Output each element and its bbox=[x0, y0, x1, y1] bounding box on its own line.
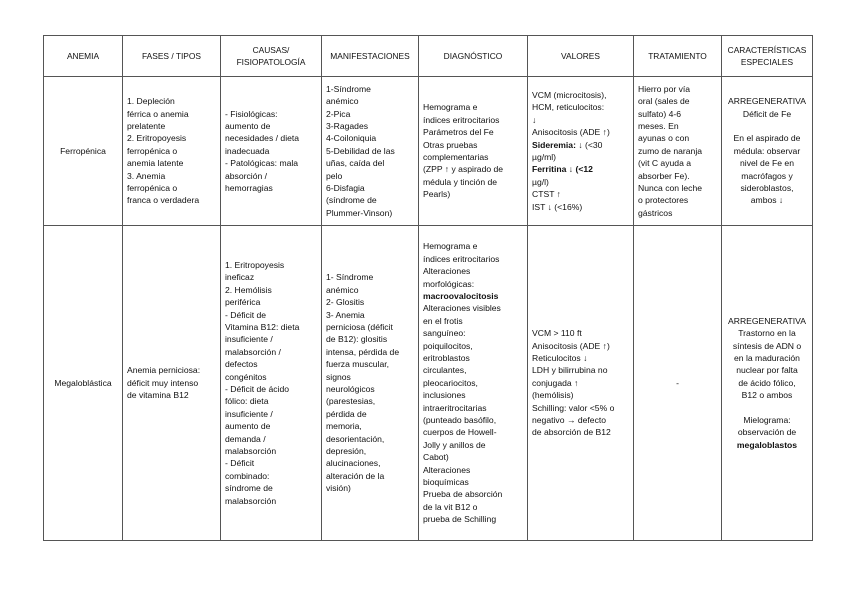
cell-line: B12 o ambos bbox=[741, 390, 793, 401]
header-label: ANEMIA bbox=[66, 50, 100, 61]
cell-line bbox=[726, 439, 808, 451]
cell-line: ARREGENERATIVA bbox=[728, 96, 806, 107]
cell-line: ambos ↓ bbox=[750, 195, 784, 206]
cell-line: aumento de bbox=[225, 120, 271, 131]
cell-line: depresión, bbox=[326, 446, 367, 457]
cell-line: Hierro por vía bbox=[638, 83, 691, 94]
cell-line: 3- Anemia bbox=[326, 309, 365, 320]
cell-line: poiquilocitos, bbox=[423, 340, 473, 351]
cell-line: VCM > 110 ft bbox=[532, 328, 582, 339]
cell-line: uñas, caída del bbox=[326, 158, 385, 169]
cell-line: 3-Ragades bbox=[326, 120, 369, 131]
cell-fases-tipos bbox=[123, 226, 221, 541]
cell-causas-fisiopatologia bbox=[221, 77, 322, 226]
cell-line: en el frotis bbox=[423, 315, 463, 326]
cell-valores bbox=[528, 77, 634, 226]
cell-line: conjugada ↑ bbox=[532, 377, 579, 388]
cell-line: síntesis de ADN o bbox=[732, 340, 802, 351]
cell-line: absorción / bbox=[225, 170, 268, 181]
cell-line: malabsorción / bbox=[225, 346, 281, 357]
header-valores bbox=[528, 36, 634, 77]
cell-line: inadecuada bbox=[225, 145, 270, 156]
cell-line: nivel de Fe en bbox=[740, 158, 794, 169]
cell-line: defectos bbox=[225, 359, 258, 370]
cell-line: Alteraciones bbox=[423, 464, 471, 475]
cell-line: CTST ↑ bbox=[532, 189, 561, 200]
cell-line: µg/ml) bbox=[532, 152, 557, 162]
cell-line: neurológicos bbox=[326, 384, 375, 394]
header-label: VALORES bbox=[561, 50, 600, 61]
cell-line: - Déficit de ácido bbox=[225, 384, 290, 394]
cell-line: (parestesias, bbox=[326, 396, 376, 407]
cell-line: morfológicas: bbox=[423, 278, 475, 289]
cell-line: - bbox=[676, 377, 679, 388]
cell-line: 2. Eritropoyesis bbox=[127, 133, 187, 144]
cell-line: intraeritrocitarias bbox=[423, 402, 487, 413]
cell-line: LDH y bilirrubina no bbox=[532, 365, 608, 376]
cell-line: 3. Anemia bbox=[127, 170, 166, 181]
cell-line: 4-Coiloniquia bbox=[326, 133, 377, 144]
cell-line: pelo bbox=[326, 170, 343, 181]
cell-line: ayunas o con bbox=[638, 133, 690, 144]
cell-line: congénitos bbox=[225, 371, 267, 382]
cell-line: (síndrome de bbox=[326, 195, 377, 206]
cell-line: fólico: dieta bbox=[225, 396, 269, 407]
cell-line: Ferropénica bbox=[60, 145, 106, 156]
cell-line bbox=[423, 290, 523, 302]
text: ↓ (<30 bbox=[575, 139, 603, 150]
cell-line: anémico bbox=[326, 284, 359, 295]
cell-line bbox=[726, 120, 808, 132]
cell-anemia bbox=[44, 226, 123, 541]
cell-line bbox=[532, 163, 629, 175]
cell-line: ARREGENERATIVA bbox=[728, 315, 806, 326]
cell-line: Déficit de Fe bbox=[742, 108, 792, 119]
header-label: TRATAMIENTO bbox=[648, 50, 707, 61]
cell-line: médula: observar bbox=[733, 145, 801, 156]
table-row bbox=[44, 226, 813, 541]
cell-line: hemorragias bbox=[225, 183, 273, 194]
cell-line: complementarias bbox=[423, 152, 489, 162]
cell-line: oral (sales de bbox=[638, 96, 690, 107]
cell-manifestaciones bbox=[322, 77, 419, 226]
header-fases-tipos bbox=[123, 36, 221, 77]
cell-line: fuerza muscular, bbox=[326, 359, 390, 370]
cell-line: Megaloblástica bbox=[54, 377, 112, 388]
cell-line: Plummer-Vinson) bbox=[326, 207, 393, 218]
cell-line: Jolly y anillos de bbox=[423, 439, 486, 450]
header-label: MANIFESTACIONES bbox=[330, 50, 410, 61]
cell-line: cuerpos de Howell- bbox=[423, 427, 497, 438]
bold-text: macroovalocitosis bbox=[423, 290, 499, 301]
cell-line: En el aspirado de bbox=[733, 133, 801, 144]
cell-diagnostico bbox=[419, 77, 528, 226]
cell-line: Mielograma: bbox=[743, 415, 791, 426]
cell-line: gástricos bbox=[638, 207, 673, 218]
cell-line: zumo de naranja bbox=[638, 145, 703, 156]
cell-line: férrica o anemia bbox=[127, 108, 189, 119]
cell-line: ferropénica o bbox=[127, 145, 178, 156]
header-label: FASES / TIPOS bbox=[142, 50, 201, 61]
cell-line: Pearls) bbox=[423, 189, 451, 200]
cell-line: memoria, bbox=[326, 421, 362, 432]
bold-text: Sideremia: bbox=[532, 139, 576, 150]
cell-line: prelatente bbox=[127, 120, 166, 131]
cell-line: de vitamina B12 bbox=[127, 390, 189, 401]
cell-line: signos bbox=[326, 371, 351, 382]
header-label: DIAGNÓSTICO bbox=[443, 50, 503, 61]
cell-line: (punteado basófilo, bbox=[423, 415, 497, 426]
cell-causas-fisiopatologia bbox=[221, 226, 322, 541]
cell-line: Prueba de absorción bbox=[423, 489, 503, 500]
cell-line: Trastorno en la bbox=[738, 328, 796, 339]
cell-line: desorientación, bbox=[326, 433, 385, 444]
cell-line: inclusiones bbox=[423, 390, 466, 401]
cell-line: ↓ bbox=[532, 114, 537, 125]
cell-line: IST ↓ (<16%) bbox=[532, 201, 583, 212]
cell-line: 1. Depleción bbox=[127, 96, 175, 107]
cell-line: déficit muy intenso bbox=[127, 377, 199, 388]
cell-line: visión) bbox=[326, 483, 351, 494]
cell-line: prueba de Schilling bbox=[423, 514, 497, 525]
header-causas-fisiopatologia bbox=[221, 36, 322, 77]
header-label: ESPECIALES bbox=[740, 57, 794, 67]
cell-line: en la maduración bbox=[734, 352, 800, 363]
cell-line: circulantes, bbox=[423, 365, 467, 376]
header-label: CAUSAS/ bbox=[252, 44, 290, 55]
cell-line: franca o verdadera bbox=[127, 195, 200, 206]
header-label: FISIOPATOLOGÍA bbox=[236, 57, 306, 67]
cell-line: combinado: bbox=[225, 470, 270, 481]
anemia-table bbox=[43, 35, 813, 541]
header-anemia bbox=[44, 36, 123, 77]
cell-caracteristicas-especiales bbox=[722, 77, 813, 226]
table-row bbox=[44, 77, 813, 226]
cell-line: HCM, reticulocitos: bbox=[532, 102, 605, 113]
cell-line: de la vit B12 o bbox=[423, 501, 478, 512]
cell-line: pleocariocitos, bbox=[423, 377, 478, 388]
cell-line: Alteraciones visibles bbox=[423, 303, 501, 314]
cell-line: sanguíneo: bbox=[423, 328, 466, 339]
cell-line: sideroblastos, bbox=[740, 183, 794, 194]
cell-line: de ácido fólico, bbox=[738, 377, 796, 388]
cell-line: (hemólisis) bbox=[532, 390, 574, 401]
cell-line bbox=[532, 139, 629, 151]
cell-line: intensa, pérdida de bbox=[326, 346, 400, 357]
cell-line: de B12): glositis bbox=[326, 334, 388, 345]
cell-line: ferropénica o bbox=[127, 183, 178, 194]
header-caracteristicas-especiales bbox=[722, 36, 813, 77]
cell-line: (vit C ayuda a bbox=[638, 158, 692, 169]
cell-fases-tipos bbox=[123, 77, 221, 226]
cell-line: 6-Disfagia bbox=[326, 183, 365, 194]
cell-line: nuclear por falta bbox=[736, 365, 798, 376]
cell-line: malabsorción bbox=[225, 495, 277, 506]
header-diagnostico bbox=[419, 36, 528, 77]
cell-line: síndrome de bbox=[225, 483, 273, 494]
header-manifestaciones bbox=[322, 36, 419, 77]
cell-line: 5-Debilidad de las bbox=[326, 145, 395, 156]
cell-line: insuficiente / bbox=[225, 408, 273, 419]
cell-line: ineficaz bbox=[225, 272, 255, 283]
cell-line: - Patológicas: mala bbox=[225, 158, 299, 169]
cell-line: (ZPP ↑ y aspirado de bbox=[423, 164, 504, 175]
cell-tratamiento bbox=[634, 226, 722, 541]
cell-line: macrófagos y bbox=[741, 170, 793, 181]
cell-line: 1. Eritropoyesis bbox=[225, 259, 285, 270]
cell-line: Alteraciones bbox=[423, 266, 471, 277]
cell-line bbox=[726, 402, 808, 414]
cell-line: sulfato) 4-6 bbox=[638, 108, 681, 119]
cell-line: Anemia perniciosa: bbox=[127, 365, 201, 376]
cell-line: Vitamina B12: dieta bbox=[225, 321, 300, 332]
cell-line: Reticulocitos ↓ bbox=[532, 352, 588, 363]
cell-line: VCM (microcitosis), bbox=[532, 89, 607, 100]
cell-line: - Fisiológicas: bbox=[225, 108, 278, 119]
cell-line: médula y tinción de bbox=[423, 176, 498, 187]
cell-line: Nunca con leche bbox=[638, 183, 703, 194]
cell-line: 1- Síndrome bbox=[326, 272, 374, 283]
bold-text: Ferritina ↓ (<12 bbox=[532, 164, 593, 175]
cell-caracteristicas-especiales bbox=[722, 226, 813, 541]
cell-line: de absorción de B12 bbox=[532, 427, 611, 438]
cell-line: 2. Hemólisis bbox=[225, 284, 272, 295]
cell-line: Hemograma e bbox=[423, 241, 478, 252]
cell-line: negativo → defecto bbox=[532, 415, 607, 426]
cell-line: malabsorción bbox=[225, 446, 277, 457]
cell-line: Anisocitosis (ADE ↑) bbox=[532, 127, 610, 138]
cell-line: absorber Fe). bbox=[638, 170, 690, 181]
cell-line: Hemograma e bbox=[423, 102, 478, 113]
cell-line: o protectores bbox=[638, 195, 689, 206]
cell-line: anemia latente bbox=[127, 158, 184, 169]
bold-text: megaloblastos bbox=[736, 439, 798, 450]
cell-tratamiento bbox=[634, 77, 722, 226]
cell-line: µg/l) bbox=[532, 176, 549, 187]
cell-line: necesidades / dieta bbox=[225, 133, 300, 144]
header-row bbox=[44, 36, 813, 77]
cell-line: demanda / bbox=[225, 433, 266, 444]
cell-diagnostico bbox=[419, 226, 528, 541]
cell-line: eritroblastos bbox=[423, 352, 470, 363]
cell-line: pérdida de bbox=[326, 408, 367, 419]
cell-line: - Déficit de bbox=[225, 309, 267, 320]
cell-line: insuficiente / bbox=[225, 334, 273, 345]
cell-line: alteración de la bbox=[326, 470, 385, 481]
cell-manifestaciones bbox=[322, 226, 419, 541]
cell-line: índices eritrocitarios bbox=[423, 114, 500, 125]
cell-line: 2-Pica bbox=[326, 108, 351, 119]
cell-line: - Déficit bbox=[225, 458, 255, 469]
cell-line: alucinaciones, bbox=[326, 458, 381, 469]
cell-line: Parámetros del Fe bbox=[423, 127, 494, 138]
cell-line: bioquímicas bbox=[423, 477, 469, 488]
cell-line: periférica bbox=[225, 297, 261, 308]
cell-line: 1-Síndrome bbox=[326, 83, 371, 94]
cell-anemia bbox=[44, 77, 123, 226]
cell-line: índices eritrocitarios bbox=[423, 253, 500, 264]
header-label: CARACTERÍSTICAS bbox=[727, 44, 807, 55]
cell-line: 2- Glositis bbox=[326, 297, 365, 308]
cell-line: Anisocitosis (ADE ↑) bbox=[532, 340, 610, 351]
cell-line: Otras pruebas bbox=[423, 139, 478, 150]
cell-valores bbox=[528, 226, 634, 541]
cell-line: meses. En bbox=[638, 120, 679, 131]
cell-line: anémico bbox=[326, 96, 359, 107]
header-tratamiento bbox=[634, 36, 722, 77]
cell-line: Cabot) bbox=[423, 452, 449, 463]
cell-line: observación de bbox=[737, 427, 797, 438]
cell-line: perniciosa (déficit bbox=[326, 321, 393, 332]
cell-line: aumento de bbox=[225, 421, 271, 432]
cell-line: Schilling: valor <5% o bbox=[532, 402, 615, 413]
